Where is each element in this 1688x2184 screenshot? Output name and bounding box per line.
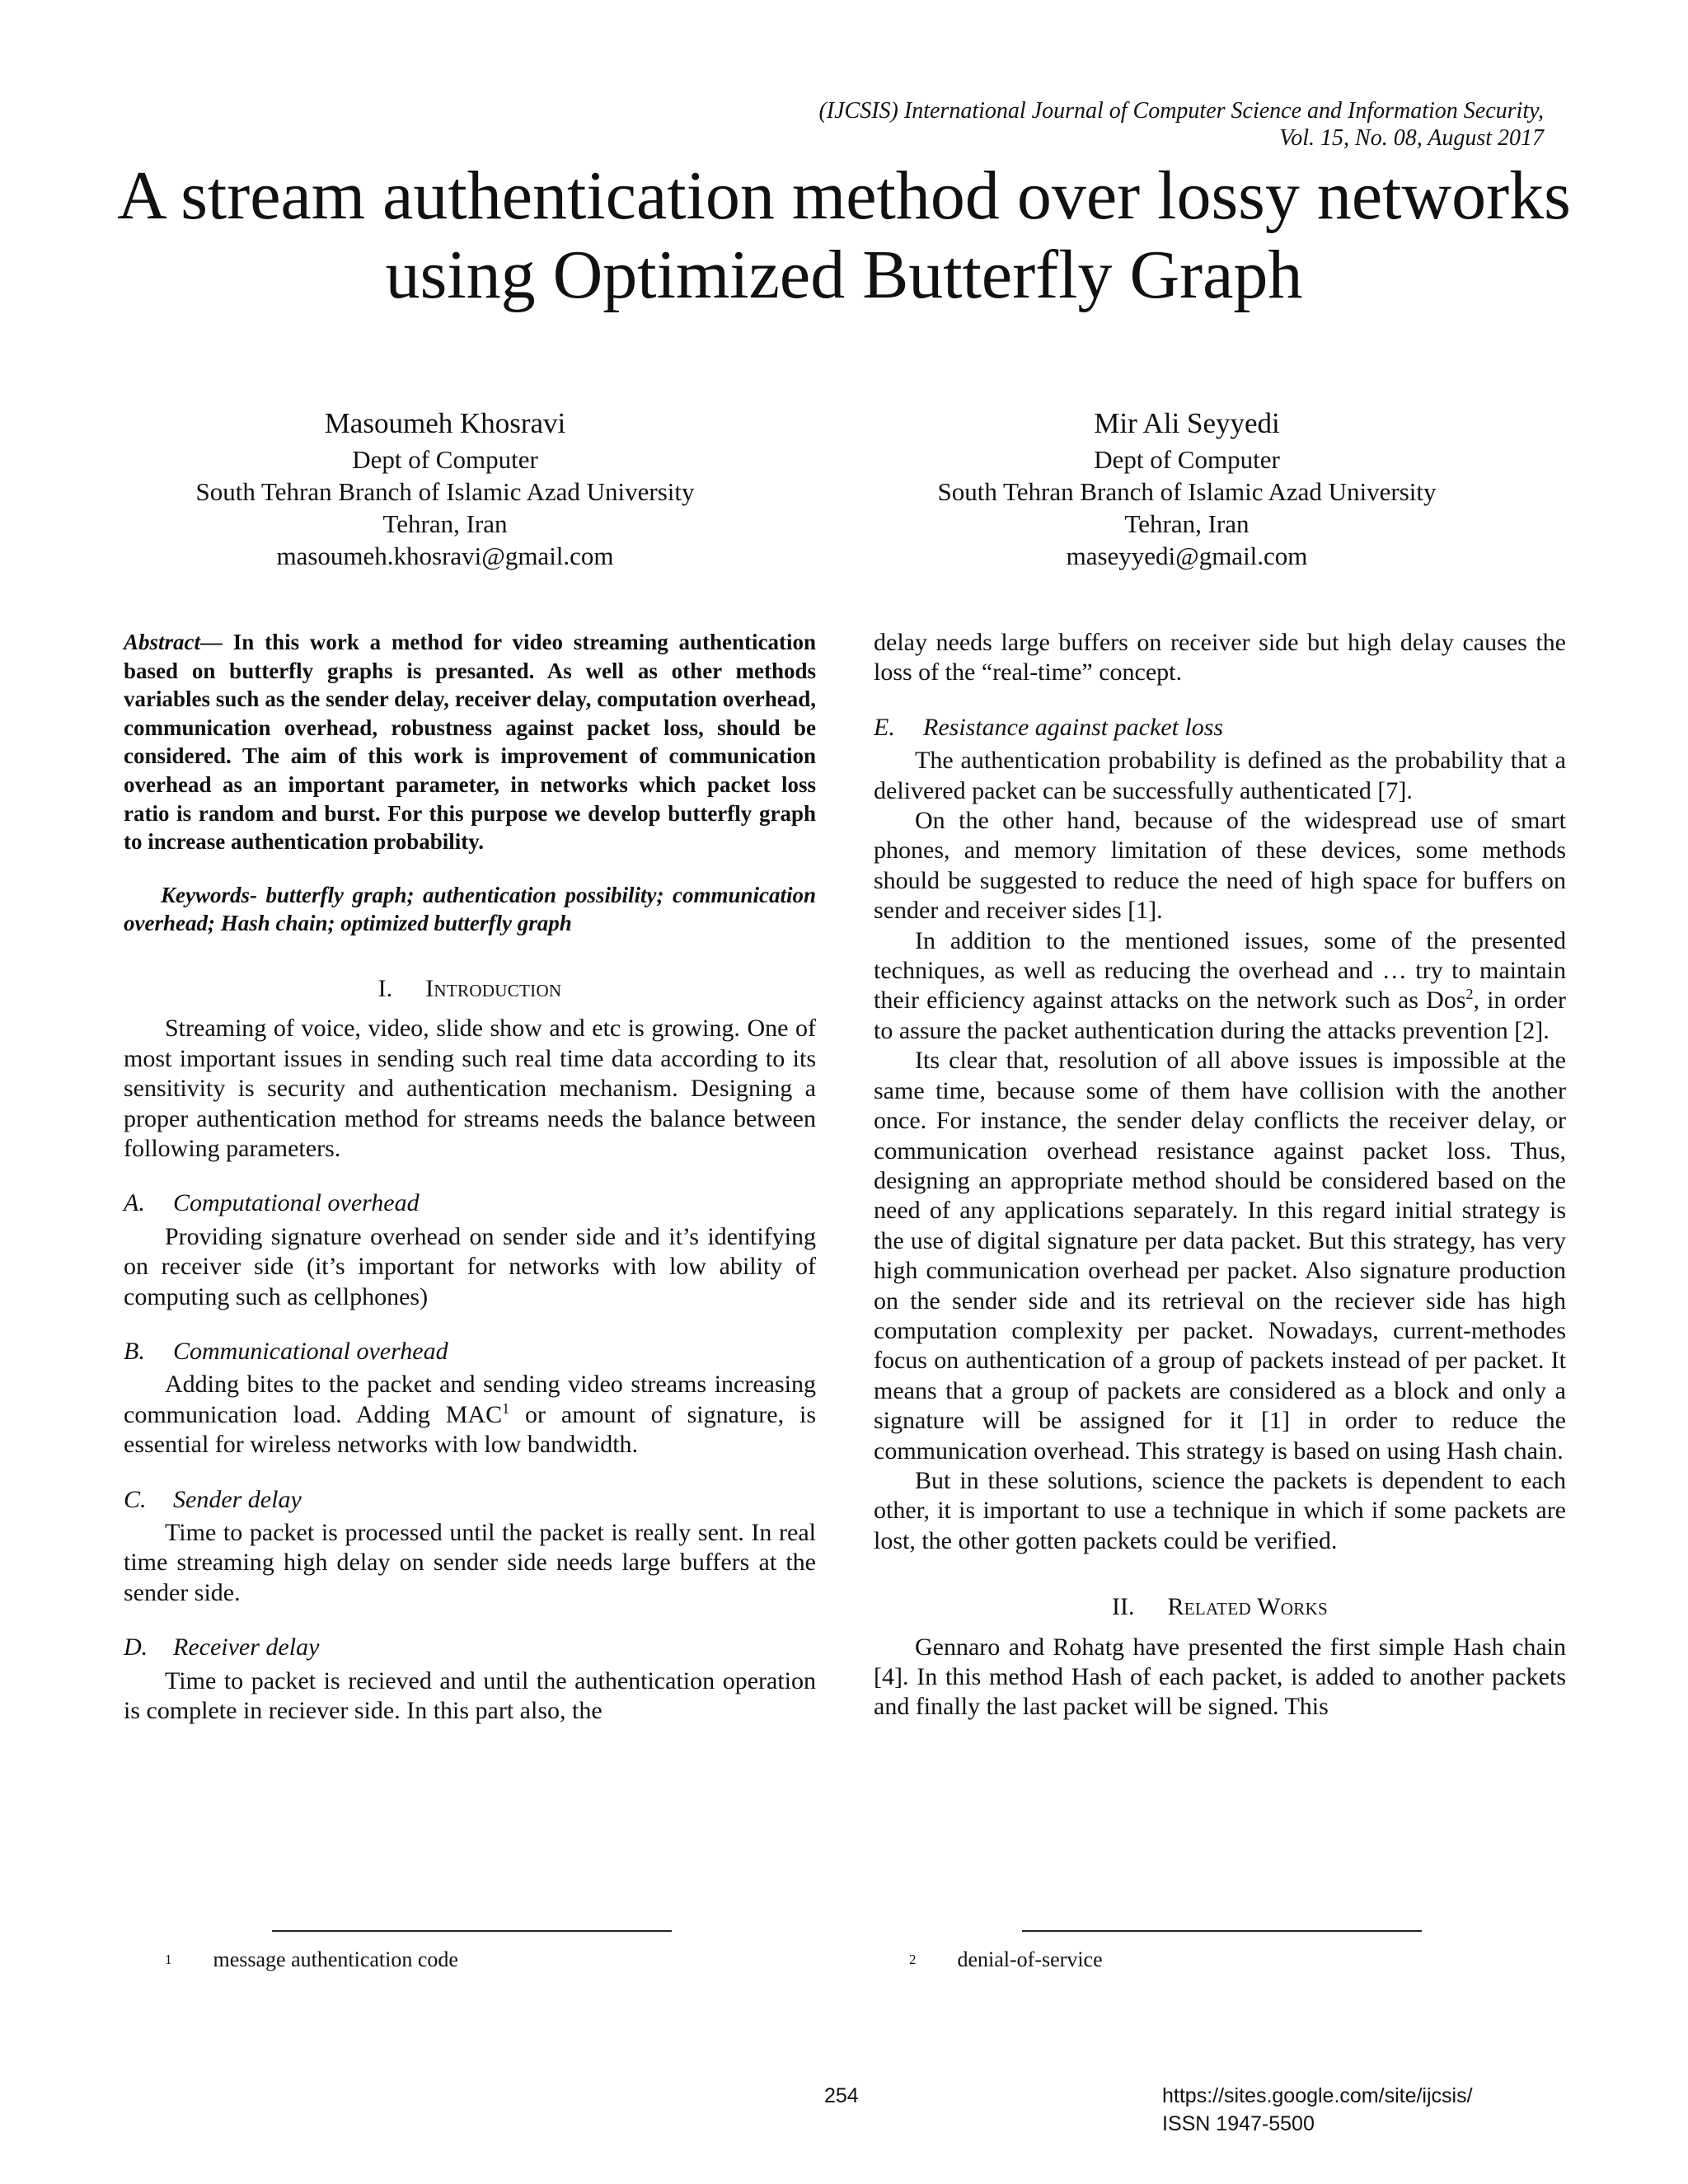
author-dept: Dept of Computer — [1094, 445, 1280, 474]
author-name: Mir Ali Seyyedi — [1094, 407, 1280, 439]
related-works-text: Gennaro and Rohatg have presented the first simple Hash chain [4]. In this method Hash of each packet, is added to another packets and finally the last packet will be signed. This — [874, 1633, 1566, 1721]
footnote-2 — [909, 1947, 1103, 1973]
abstract-text: In this work a method for video streaming authentication based on butterfly graphs is presanted. As well as other methods variables such as the sender delay, receiver delay, computation overhead, communication overhead, robustness against packet loss, should be considered. The aim of this work is improvement of communication overhead as an important parameter, in networks which packet loss ratio is random and burst. For this purpose we develop butterfly graph to increase authentication probability. — [124, 630, 816, 855]
subsection-c-text: Time to packet is processed until the packet is really sent. In real time streaming high delay on sender side needs large buffers at the sender side. — [124, 1519, 816, 1606]
intro-paragraph: Streaming of voice, video, slide show and etc is growing. One of most important issues in sending such real time data according to its sensitivity is security and authentication mechanism. Designing a proper authentication method for streams needs the balance between following parameters. — [124, 1015, 816, 1162]
section-heading-related-works: II. Related Works — [1112, 1593, 1328, 1621]
author-block-1 — [107, 404, 783, 572]
keywords: Keywords- butterfly graph; authentication possibility; communication overhead; Hash chain; optimized butterfly graph — [124, 882, 816, 936]
paragraph-dependency: But in these solutions, science the packets is dependent to each other, it is important to use a technique in which if some packets are lost, the other gotten packets could be verified. — [874, 1466, 1566, 1554]
author-university: South Tehran Branch of Islamic Azad University — [195, 477, 695, 506]
subsection-heading-d: D. Receiver delay — [124, 1633, 320, 1661]
author-block-2 — [849, 404, 1525, 572]
paragraph-resolution: Its clear that, resolution of all above issues is impossible at the same time, because some of them have collision with the another once. For instance, the sender delay conflicts the receiver delay, or communication overhead resistance against packet loss. Thus, designing an appropriate method should be considered based on the need of any applications separately. In this regard initial strategy is the use of digital signature per data packet. But this strategy, has very high communication overhead per packet. Also signature production on the sender side and its retrieval on the reciever side has high computation complexity per packet. Nowadays, current-methodes focus on authentication of a group of packets instead of per packet. It means that a group of packets are considered as a block and only a signature will be assigned for it [1] in order to reduce the communication overhead. This strategy is based on using Hash chain. — [874, 1047, 1566, 1465]
footer-url[interactable]: https://sites.google.com/site/ijcsis/ — [1162, 2084, 1473, 2107]
author-email[interactable]: masoumeh.khosravi@gmail.com — [276, 541, 614, 570]
left-column — [124, 628, 816, 1726]
footer-issn: ISSN 1947-5500 — [1162, 2112, 1315, 2135]
footnote-mark: 2 — [909, 1952, 917, 1967]
author-location: Tehran, Iran — [382, 509, 508, 538]
abstract-label: Abstract— — [124, 630, 223, 654]
author-name: Masoumeh Khosravi — [324, 407, 566, 439]
author-location: Tehran, Iran — [1124, 509, 1250, 538]
footnote-divider-right — [1022, 1930, 1422, 1932]
footnote-text: denial-of-service — [957, 1947, 1103, 1971]
footnote-ref-1[interactable]: 1 — [502, 1399, 510, 1417]
journal-volume: Vol. 15, No. 08, August 2017 — [1279, 125, 1544, 151]
subsection-e-text: The authentication probability is defined as the probability that a delivered packet can be successfully authenticated [7]. — [874, 747, 1566, 804]
subsection-b-text: Adding bites to the packet and sending video streams increasing communication load. Adding MAC$^1$ or amount of signature, is essential for wireless networks with low bandwidth. — [124, 1371, 816, 1459]
footnote-1 — [165, 1947, 458, 1973]
author-dept: Dept of Computer — [352, 445, 538, 474]
paragraph-smart-phones: On the other hand, because of the widespread use of smart phones, and memory limitation of these devices, some methods should be suggested to reduce the need of high space for buffers on sender and receiver sides [1]. — [874, 807, 1566, 925]
author-email[interactable]: maseyyedi@gmail.com — [1066, 541, 1308, 570]
subsection-heading-b: B. Communicational overhead — [124, 1338, 448, 1365]
title-line-1: A stream authentication method over lossy networks — [117, 157, 1571, 234]
section-heading-introduction: I. Introduction — [377, 974, 562, 1002]
subsection-heading-e: E. Resistance against packet loss — [874, 713, 1224, 741]
footnote-ref-2[interactable]: 2 — [1465, 986, 1474, 1003]
subsection-d-continued: delay needs large buffers on receiver side but high delay causes the loss of the “real-time” concept. — [874, 629, 1566, 687]
subsection-heading-c: C. Sender delay — [124, 1485, 302, 1513]
paper-title — [82, 157, 1606, 315]
footnote-text: message authentication code — [213, 1947, 458, 1971]
title-line-2: using Optimized Butterfly Graph — [385, 237, 1303, 313]
subsection-a-text: Providing signature overhead on sender side and it’s identifying on receiver side (it’s important for networks with low ability of computing such as cellphones) — [124, 1222, 816, 1310]
right-column — [874, 628, 1566, 1722]
journal-name: (IJCSIS) International Journal of Computer Science and Information Security, — [818, 98, 1544, 124]
page-number: 254 — [824, 2084, 859, 2107]
footnote-mark: 1 — [165, 1952, 172, 1967]
abstract — [124, 628, 816, 856]
subsection-d-text: Time to packet is recieved and until the authentication operation is complete in reciever side. In this part also, the — [124, 1666, 816, 1725]
footnote-divider-left — [272, 1930, 672, 1932]
paragraph-attacks: In addition to the mentioned issues, some of the presented techniques, as well as reducing the overhead and … try to maintain their efficiency against attacks on the network such as Dos$^2$, in order to assure the packet authentication during the attacks prevention [2]. — [874, 926, 1566, 1044]
subsection-heading-a: A. Computational overhead — [124, 1189, 420, 1217]
author-university: South Tehran Branch of Islamic Azad University — [937, 477, 1437, 506]
journal-header — [637, 97, 1544, 152]
